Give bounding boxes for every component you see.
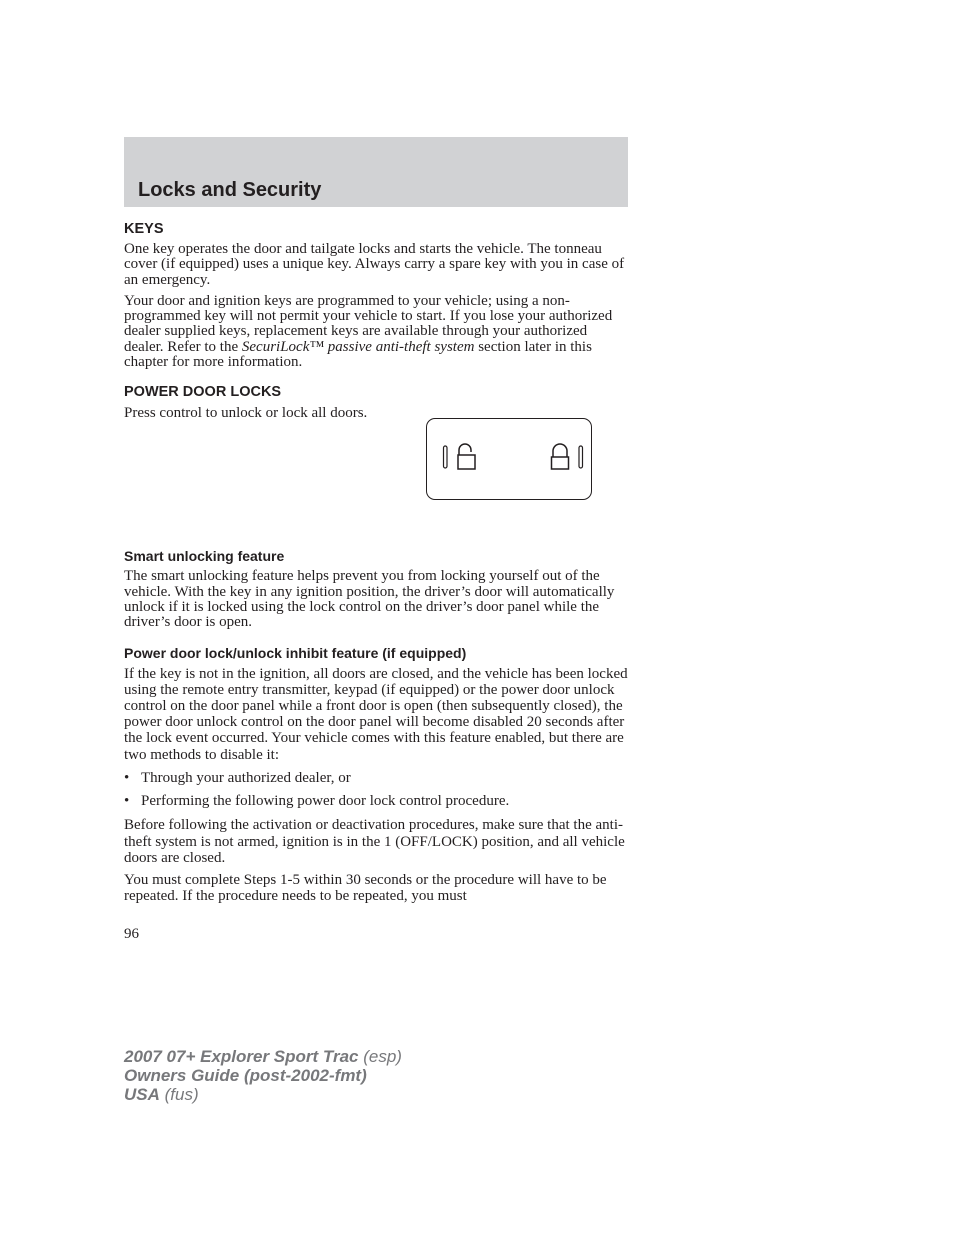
inhibit-paragraph-2: Before following the activation or deactivation procedures, make sure that the anti-theft system is not armed, ignition is in the 1 (OFF/LOCK) position, and all vehicle doors are closed. [124, 817, 625, 866]
lock-icon [552, 444, 569, 469]
bullet-item [124, 794, 628, 809]
inhibit-feature-heading: Power door lock/unlock inhibit feature (if equipped) [124, 644, 467, 661]
power-door-locks-text: Press control to unlock or lock all doors. [124, 405, 368, 422]
bullet-text: Performing the following power door lock control procedure. [141, 793, 510, 810]
keys-paragraph-1: One key operates the door and tailgate locks and starts the vehicle. The tonneau cover (if equipped) uses a unique key. Always carry a spare key with you in case of an emergency. [124, 241, 625, 288]
unlock-icon [458, 444, 475, 469]
keys-paragraph-2-text-b: section later in this chapter for more information. [124, 338, 592, 371]
bullet-marker: • [124, 793, 130, 810]
bullet-text: Through your authorized dealer, or [141, 769, 351, 786]
keys-heading: KEYS [124, 221, 164, 237]
rocker-right-icon [579, 446, 583, 468]
section-title: Locks and Security [138, 179, 322, 201]
smart-unlocking-paragraph: The smart unlocking feature helps prevent you from locking yourself out of the vehicle. With the key in any ignition position, the driver’s door will automatically unlock if it is locked using the lock control on the driver’s door panel while the driver’s door is open. [124, 568, 615, 631]
footer-guide: Owners Guide (post-2002-fmt) [124, 1066, 367, 1085]
power-door-locks-heading: POWER DOOR LOCKS [124, 384, 282, 401]
power-door-locks-row [124, 405, 628, 547]
securilock-reference: SecuriLock™ passive anti-theft system [241, 338, 475, 355]
page-content [124, 220, 628, 910]
footer-market: USA [124, 1085, 160, 1104]
inhibit-paragraph-3: You must complete Steps 1-5 within 30 seconds or the procedure will have to be repeated. If the procedure needs to be repeated, you must [124, 871, 607, 905]
smart-unlocking-heading: Smart unlocking feature [124, 548, 285, 565]
footer-model: 2007 07+ Explorer Sport Trac [124, 1047, 359, 1066]
page-number: 96 [124, 926, 139, 942]
section-header-band [124, 137, 628, 207]
footer-market-code: (fus) [159, 1085, 199, 1104]
keys-paragraph-2-text-a: Your door and ignition keys are programmed to your vehicle; using a non-programmed key will not permit your vehicle to start. If you lose your authorized dealer supplied keys, replacement keys are available through your authorized dealer. Refer to the [124, 292, 613, 355]
door-lock-control-illustration [426, 418, 592, 500]
document-footer [124, 1047, 402, 1104]
inhibit-paragraph-1: If the key is not in the ignition, all doors are closed, and the vehicle has been locked using the remote entry transmitter, keypad (if equipped) or the power door unlock control on the door panel while a front door is open (then subsequently closed), the power door unlock control on the door panel will become disabled 20 seconds after the lock event occurred. Your vehicle comes with this feature enabled, but there are two methods to disable it: [124, 665, 628, 763]
footer-line-3 [124, 1085, 402, 1104]
bullet-item [124, 771, 628, 786]
door-lock-control-drawing [427, 419, 591, 499]
footer-line-1 [124, 1047, 402, 1066]
bullet-marker: • [124, 769, 130, 786]
keys-paragraph-2 [124, 294, 628, 370]
footer-line-2 [124, 1066, 402, 1085]
footer-model-code: (esp) [358, 1047, 402, 1066]
rocker-left-icon [444, 446, 448, 468]
